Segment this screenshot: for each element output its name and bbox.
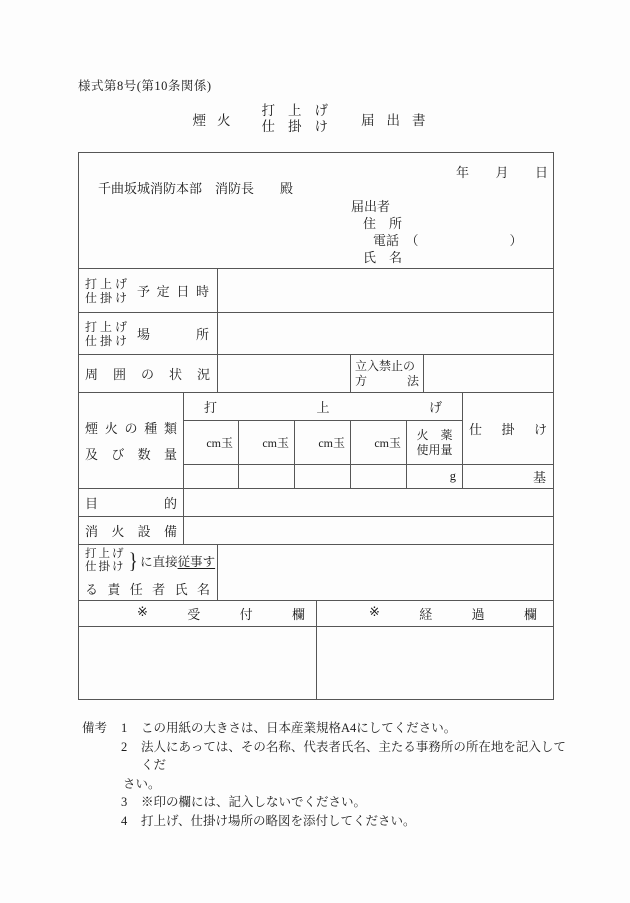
base-unit-cell[interactable]: 基 bbox=[463, 465, 553, 489]
notes-list bbox=[121, 719, 568, 831]
note-item-1 bbox=[121, 719, 568, 738]
powder-label-cell bbox=[407, 421, 463, 465]
gram-unit-cell[interactable]: g bbox=[407, 465, 463, 489]
title-part-enka: 煙火 bbox=[192, 113, 242, 128]
underlined-text: 従事す bbox=[177, 554, 216, 569]
surroundings-label-cell bbox=[79, 355, 218, 393]
stack-setpiece: 仕掛け bbox=[85, 290, 131, 305]
purpose-label-cell bbox=[79, 489, 184, 517]
note-number: 1 bbox=[121, 721, 128, 735]
launch-header-cell bbox=[184, 393, 463, 421]
launch-setpiece-stack bbox=[85, 277, 130, 305]
responsible-label-line1 bbox=[85, 547, 216, 574]
progress-blank-cell bbox=[317, 627, 553, 699]
place-label-cell bbox=[79, 313, 218, 355]
stack-setpiece: 仕掛け bbox=[85, 560, 126, 573]
form-number: 様式第8号(第10条関係) bbox=[78, 79, 212, 93]
notifier-label: 届出者 bbox=[351, 199, 391, 214]
phone-label: 電話 （ ） bbox=[373, 233, 523, 248]
note-item-2 bbox=[121, 738, 568, 775]
responsible-input-cell[interactable] bbox=[218, 545, 553, 601]
no-entry-label-line2: 方 法 bbox=[355, 373, 419, 388]
reception-header-cell bbox=[79, 601, 317, 627]
note-item-2-continuation bbox=[121, 775, 568, 794]
notification-table bbox=[78, 152, 554, 700]
quantity-input-cell-2[interactable] bbox=[239, 465, 295, 489]
title-stack bbox=[262, 103, 342, 136]
no-entry-input-cell[interactable] bbox=[424, 355, 553, 393]
extinguisher-label-cell bbox=[79, 517, 184, 545]
no-entry-label-cell bbox=[351, 355, 424, 393]
launch-header: 打 上 げ bbox=[204, 400, 442, 415]
reception-blank-cell bbox=[79, 627, 317, 699]
note-item-3 bbox=[121, 793, 568, 812]
setpiece-header: 仕 掛 け bbox=[469, 422, 547, 437]
recipient-line: 千曲坂城消防本部 消防長 殿 bbox=[98, 181, 294, 196]
launch-setpiece-stack bbox=[85, 320, 130, 348]
note-number: 2 bbox=[121, 739, 128, 754]
table-header-section bbox=[79, 153, 553, 269]
progress-header-cell bbox=[317, 601, 553, 627]
cm-unit-cell-1: cm玉 bbox=[184, 421, 239, 465]
schedule-label-cell bbox=[79, 269, 218, 313]
quantity-input-cell-3[interactable] bbox=[295, 465, 351, 489]
stack-setpiece: 仕掛け bbox=[85, 333, 131, 348]
fireworks-label-line1: 煙 火 の 種 類 bbox=[85, 421, 177, 436]
stack-launch: 打上げ bbox=[85, 547, 126, 560]
date-line: 年 月 日 bbox=[456, 165, 548, 180]
page-title bbox=[0, 99, 630, 139]
place-input-cell[interactable] bbox=[218, 313, 553, 355]
note-number: 3 bbox=[121, 795, 128, 810]
brace-glyph: } bbox=[128, 547, 138, 573]
notes-section bbox=[82, 719, 568, 831]
note-text: さい。 bbox=[123, 776, 161, 791]
name-label: 氏 名 bbox=[363, 250, 403, 265]
place-label: 場 所 bbox=[137, 327, 209, 342]
schedule-label: 予 定 日 時 bbox=[137, 284, 209, 299]
fireworks-label-line2: 及 び 数 量 bbox=[85, 447, 177, 462]
no-entry-label-line1: 立入禁止の bbox=[355, 358, 416, 373]
note-text: ※印の欄には、記入しないでください。 bbox=[141, 795, 367, 810]
note-number: 4 bbox=[121, 813, 128, 828]
cm-unit-cell-3: cm玉 bbox=[295, 421, 351, 465]
schedule-input-cell[interactable] bbox=[218, 269, 553, 313]
extinguisher-label: 消 火 設 備 bbox=[85, 524, 177, 539]
surroundings-label: 周 囲 の 状 況 bbox=[85, 367, 210, 382]
quantity-input-cell-4[interactable] bbox=[351, 465, 407, 489]
note-text: 法人にあっては、その名称、代表者氏名、主たる事務所の所在地を記入してくだ bbox=[141, 739, 566, 773]
stack-launch: 打上げ bbox=[85, 276, 131, 291]
stack-launch: 打上げ bbox=[85, 319, 131, 334]
cm-unit-cell-2: cm玉 bbox=[239, 421, 295, 465]
address-label: 住 所 bbox=[363, 216, 403, 231]
powder-label-line2: 使用量 bbox=[416, 442, 453, 457]
title-stack-setpiece: 仕掛け bbox=[261, 119, 341, 134]
quantity-input-cell-1[interactable] bbox=[184, 465, 239, 489]
extinguisher-input-cell[interactable] bbox=[184, 517, 553, 545]
fireworks-label-cell bbox=[79, 393, 184, 489]
notes-label: 備考 bbox=[82, 721, 108, 735]
surroundings-input-cell[interactable] bbox=[218, 355, 351, 393]
note-text: この用紙の大きさは、日本産業規格A4にしてください。 bbox=[141, 721, 457, 735]
responsible-label-cell bbox=[79, 545, 218, 601]
powder-label-line1: 火 薬 bbox=[416, 428, 453, 442]
launch-setpiece-stack bbox=[85, 548, 126, 574]
purpose-input-cell[interactable] bbox=[184, 489, 553, 517]
reception-header: ※ 受 付 欄 bbox=[137, 604, 305, 622]
progress-header: ※ 経 過 欄 bbox=[369, 604, 537, 622]
purpose-label: 目 的 bbox=[85, 496, 177, 511]
title-part-todokedesho: 届出書 bbox=[361, 113, 438, 128]
cm-unit-cell-4: cm玉 bbox=[351, 421, 407, 465]
title-stack-launch: 打上げ bbox=[261, 102, 341, 118]
note-text: 打上げ、仕掛け場所の略図を添付してください。 bbox=[141, 813, 416, 828]
responsible-label-line2: る 責 任 者 氏 名 bbox=[85, 581, 210, 597]
note-item-4 bbox=[121, 812, 568, 831]
setpiece-header-cell bbox=[463, 393, 553, 465]
responsible-connector-text: に直接従事す bbox=[140, 554, 216, 569]
